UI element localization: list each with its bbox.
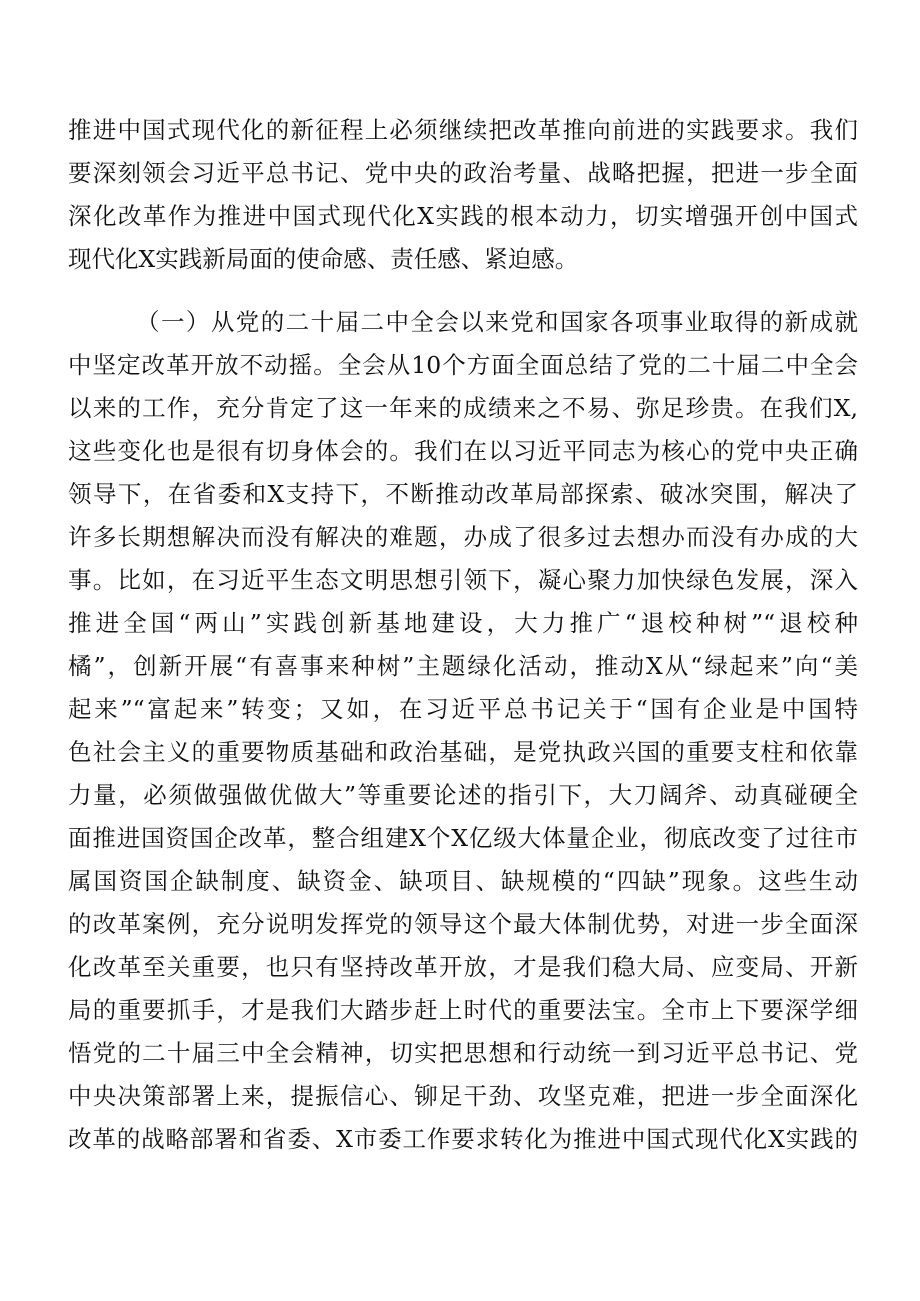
- paragraph-2-line-16: 化改革至关重要，也只有坚持改革开放，才是我们稳大局、应变局、开新: [68, 953, 858, 981]
- paragraph-1-line-4: 现代化X实践新局面的使命感、责任感、紧迫感。: [68, 245, 579, 273]
- paragraph-2-line-1: （一）从党的二十届二中全会以来党和国家各项事业取得的新成就: [136, 308, 858, 336]
- paragraph-2-line-19: 中央决策部署上来，提振信心、铆足干劲、攻坚克难，把进一步全面深化: [68, 1082, 858, 1110]
- paragraph-2-line-9: 橘”，创新开展“有喜事来种树”主题绿化活动，推动X从“绿起来”向“美: [68, 652, 858, 680]
- paragraph-2-line-12: 力量，必须做强做优做大”等重要论述的指引下，大刀阔斧、动真碰硬全: [68, 781, 858, 809]
- paragraph-2-line-20: 改革的战略部署和省委、X市委工作要求转化为推进中国式现代化X实践的: [68, 1125, 858, 1153]
- paragraph-2-line-6: 许多长期想解决而没有解决的难题，办成了很多过去想办而没有办成的大: [68, 523, 858, 551]
- paragraph-2-line-4: 这些变化也是很有切身体会的。我们在以习近平同志为核心的党中央正确: [68, 437, 858, 465]
- paragraph-2-line-17: 局的重要抓手，才是我们大踏步赶上时代的重要法宝。全市上下要深学细: [68, 996, 858, 1024]
- paragraph-2-line-2: 中坚定改革开放不动摇。全会从10个方面全面总结了党的二十届二中全会: [68, 351, 858, 379]
- paragraph-2-line-11: 色社会主义的重要物质基础和政治基础，是党执政兴国的重要支柱和依靠: [68, 738, 858, 766]
- paragraph-2-line-13: 面推进国资国企改革，整合组建X个X亿级大体量企业，彻底改变了过往市: [68, 824, 858, 852]
- paragraph-1-line-1: 推进中国式现代化的新征程上必须继续把改革推向前进的实践要求。我们: [68, 116, 858, 144]
- paragraph-2-line-3: 以来的工作，充分肯定了这一年来的成绩来之不易、弥足珍贵。在我们X,: [68, 394, 858, 422]
- paragraph-2-line-7: 事。比如，在习近平生态文明思想引领下，凝心聚力加快绿色发展，深入: [68, 566, 858, 594]
- paragraph-2-line-8: 推进全国“两山”实践创新基地建设，大力推广“退校种树”“退校种: [68, 609, 858, 637]
- paragraph-2-line-15: 的改革案例，充分说明发挥党的领导这个最大体制优势，对进一步全面深: [68, 910, 858, 938]
- paragraph-2-line-18: 悟党的二十届三中全会精神，切实把思想和行动统一到习近平总书记、党: [68, 1039, 858, 1067]
- paragraph-1-line-3: 深化改革作为推进中国式现代化X实践的根本动力，切实增强开创中国式: [68, 202, 858, 230]
- paragraph-1-line-2: 要深刻领会习近平总书记、党中央的政治考量、战略把握，把进一步全面: [68, 159, 858, 187]
- paragraph-2-line-5: 领导下，在省委和X支持下，不断推动改革局部探索、破冰突围，解决了: [68, 480, 858, 508]
- paragraph-2-line-10: 起来”“富起来”转变；又如，在习近平总书记关于“国有企业是中国特: [68, 695, 858, 723]
- paragraph-2-line-14: 属国资国企缺制度、缺资金、缺项目、缺规模的“四缺”现象。这些生动: [68, 867, 858, 895]
